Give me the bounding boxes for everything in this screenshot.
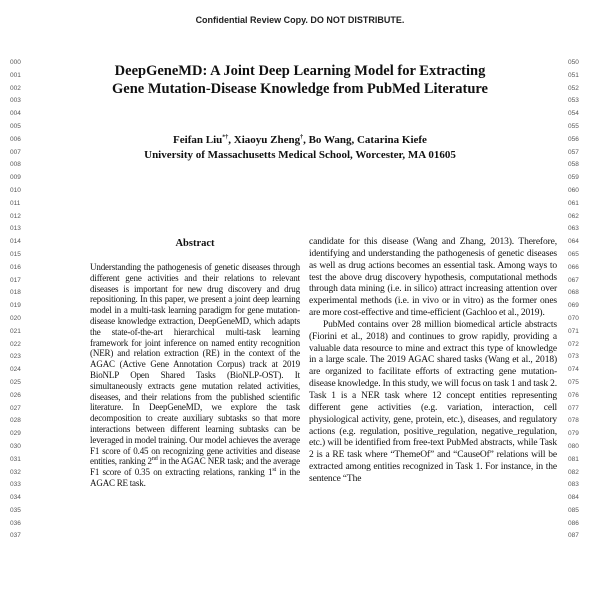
line-number: 005 bbox=[10, 122, 21, 130]
confidential-header: Confidential Review Copy. DO NOT DISTRIBUTE. bbox=[195, 15, 405, 25]
line-number: 035 bbox=[10, 506, 21, 514]
author-block bbox=[60, 133, 540, 163]
line-number: 031 bbox=[10, 455, 21, 463]
line-number: 075 bbox=[568, 378, 579, 386]
body-paragraph-1: candidate for this disease (Wang and Zhang, 2013). Therefore, identifying and understanding the pathogenesis of genetic diseases as well as drug actions becomes an essential task. Among ways to test the above drug discovery hypothesis, computational methods through data mining (i.e. in silico) attract increasing attention over experimental methods (i.e. in vivo or in vitro) as the former ones are more cost-effective and time-efficient (Gachloo et al., 2019). bbox=[309, 237, 557, 319]
line-number: 024 bbox=[10, 366, 21, 374]
line-number: 021 bbox=[10, 327, 21, 335]
line-number: 056 bbox=[568, 135, 579, 143]
line-number: 002 bbox=[10, 84, 21, 92]
line-number: 004 bbox=[10, 110, 21, 118]
line-number: 078 bbox=[568, 417, 579, 425]
author-xiaoyu-zheng: , Xiaoyu Zheng bbox=[228, 134, 301, 146]
abstract-part-2: in the AGAC NER task; and the average F1 score of 0.35 on extracting relations, ranking 1 bbox=[90, 456, 300, 478]
line-number: 069 bbox=[568, 302, 579, 310]
paper-title bbox=[60, 62, 540, 98]
line-number: 028 bbox=[10, 417, 21, 425]
affiliation: University of Massachusetts Medical School, Worcester, MA 01605 bbox=[144, 149, 456, 161]
line-numbers-left bbox=[10, 57, 40, 543]
line-number: 010 bbox=[10, 186, 21, 194]
body-column-right bbox=[309, 237, 557, 486]
author2-marks: † bbox=[300, 134, 304, 141]
line-numbers-right bbox=[568, 57, 598, 543]
line-number: 085 bbox=[568, 506, 579, 514]
line-number: 066 bbox=[568, 263, 579, 271]
line-number: 013 bbox=[10, 225, 21, 233]
line-number: 009 bbox=[10, 174, 21, 182]
line-number: 000 bbox=[10, 59, 21, 66]
body-paragraph-2: PubMed contains over 28 million biomedical article abstracts (Fiorini et al., 2018) and continues to grow rapidly, providing a valuable data resource to mine and extract this type of knowledge in a large scale. The 2019 AGAC shared tasks (Wang et al., 2018) are organized to facilitate efforts of extracting gene mutation-disease knowledge. In this study, we will focus on task 1 and task 2. Task 1 is a NER task where 12 concept entities representing different gene activities (e.g. variation, interaction, cell physiological activity, gene, protein, etc.), diseases, and regulatory actions (e.g. regulation, positive_regulation, negative_regulation, etc.) will be identified from free-text PubMed abstracts, while Task 2 is a RE task where “ThemeOf” and “CauseOf” relations will be extracted among entities recognized in Task 1. For instance, in the sentence “The bbox=[309, 319, 557, 484]
line-number: 003 bbox=[10, 97, 21, 105]
line-number: 081 bbox=[568, 455, 579, 463]
line-number: 034 bbox=[10, 494, 21, 502]
line-number: 017 bbox=[10, 276, 21, 284]
line-number: 087 bbox=[568, 532, 579, 540]
line-number: 032 bbox=[10, 468, 21, 476]
line-number: 058 bbox=[568, 161, 579, 169]
rank-sup-2: st bbox=[272, 467, 277, 474]
line-number: 077 bbox=[568, 404, 579, 412]
abstract-part-1: Understanding the pathogenesis of genetic diseases through different gene activities and their relations to relevant diseases is important for new drug discovery and drug repositioning. In this paper, we present a joint deep learning model in a multi-task learning paradigm for gene mutation-disease knowledge extraction, DeepGeneMD, which adapts the state-of-the-art hierarchical multi-task learning framework for joint inference on named entity recognition (NER) and relation extraction (RE) in the context of the AGAC (Active Gene Annotation Corpus) track at 2019 BioNLP Open Shared Tasks (BioNLP-OST). It simultaneously extracts gene mutation related activities, diseases, and their relations from the published scientific literature. In DeepGeneMD, we explore the task decomposition to create auxiliary subtasks so that more interactions between different learning subtasks can be leveraged in model training. Our model achieves the average F1 score of 0.45 on recognizing gene activities and disease entities, ranking 2 bbox=[90, 262, 300, 467]
line-number: 083 bbox=[568, 481, 579, 489]
line-number: 080 bbox=[568, 442, 579, 450]
line-number: 027 bbox=[10, 404, 21, 412]
line-number: 033 bbox=[10, 481, 21, 489]
line-number: 018 bbox=[10, 289, 21, 297]
line-number: 052 bbox=[568, 84, 579, 92]
line-number: 020 bbox=[10, 314, 21, 322]
line-number: 076 bbox=[568, 391, 579, 399]
line-number: 019 bbox=[10, 302, 21, 310]
line-number: 054 bbox=[568, 110, 579, 118]
line-number: 007 bbox=[10, 148, 21, 156]
line-number: 082 bbox=[568, 468, 579, 476]
title-line-1: DeepGeneMD: A Joint Deep Learning Model for Extracting bbox=[114, 63, 486, 79]
line-number: 008 bbox=[10, 161, 21, 169]
line-number: 068 bbox=[568, 289, 579, 297]
abstract-text bbox=[90, 262, 300, 489]
line-number: 051 bbox=[568, 71, 579, 79]
line-number: 050 bbox=[568, 59, 579, 66]
line-number: 073 bbox=[568, 353, 579, 361]
line-number: 023 bbox=[10, 353, 21, 361]
line-number: 061 bbox=[568, 199, 579, 207]
line-number: 072 bbox=[568, 340, 579, 348]
line-number: 070 bbox=[568, 314, 579, 322]
line-number: 022 bbox=[10, 340, 21, 348]
line-number: 011 bbox=[10, 199, 21, 207]
line-number: 012 bbox=[10, 212, 21, 220]
line-number: 079 bbox=[568, 430, 579, 438]
line-number: 037 bbox=[10, 532, 21, 540]
line-number: 036 bbox=[10, 519, 21, 527]
line-number: 030 bbox=[10, 442, 21, 450]
line-number: 015 bbox=[10, 250, 21, 258]
author-list bbox=[60, 133, 540, 148]
line-number: 059 bbox=[568, 174, 579, 182]
abstract-part-3: in the AGAC RE task. bbox=[90, 467, 300, 488]
line-number: 029 bbox=[10, 430, 21, 438]
rank-sup-1: nd bbox=[151, 456, 158, 463]
abstract-heading: Abstract bbox=[175, 238, 215, 249]
line-number: 086 bbox=[568, 519, 579, 527]
line-number: 084 bbox=[568, 494, 579, 502]
line-number: 074 bbox=[568, 366, 579, 374]
line-number: 006 bbox=[10, 135, 21, 143]
line-number: 063 bbox=[568, 225, 579, 233]
line-number: 026 bbox=[10, 391, 21, 399]
line-number: 060 bbox=[568, 186, 579, 194]
line-number: 016 bbox=[10, 263, 21, 271]
line-number: 014 bbox=[10, 238, 21, 246]
line-number: 053 bbox=[568, 97, 579, 105]
line-number: 025 bbox=[10, 378, 21, 386]
author-others: , Bo Wang, Catarina Kiefe bbox=[303, 134, 427, 146]
line-number: 055 bbox=[568, 122, 579, 130]
line-number: 001 bbox=[10, 71, 21, 79]
author1-marks: *† bbox=[222, 134, 229, 141]
title-line-2: Gene Mutation-Disease Knowledge from PubMed Literature bbox=[111, 81, 488, 97]
line-number: 062 bbox=[568, 212, 579, 220]
line-number: 071 bbox=[568, 327, 579, 335]
line-number: 065 bbox=[568, 250, 579, 258]
line-number: 064 bbox=[568, 238, 579, 246]
line-number: 057 bbox=[568, 148, 579, 156]
line-number: 067 bbox=[568, 276, 579, 284]
author-feifan-liu: Feifan Liu bbox=[173, 134, 223, 146]
